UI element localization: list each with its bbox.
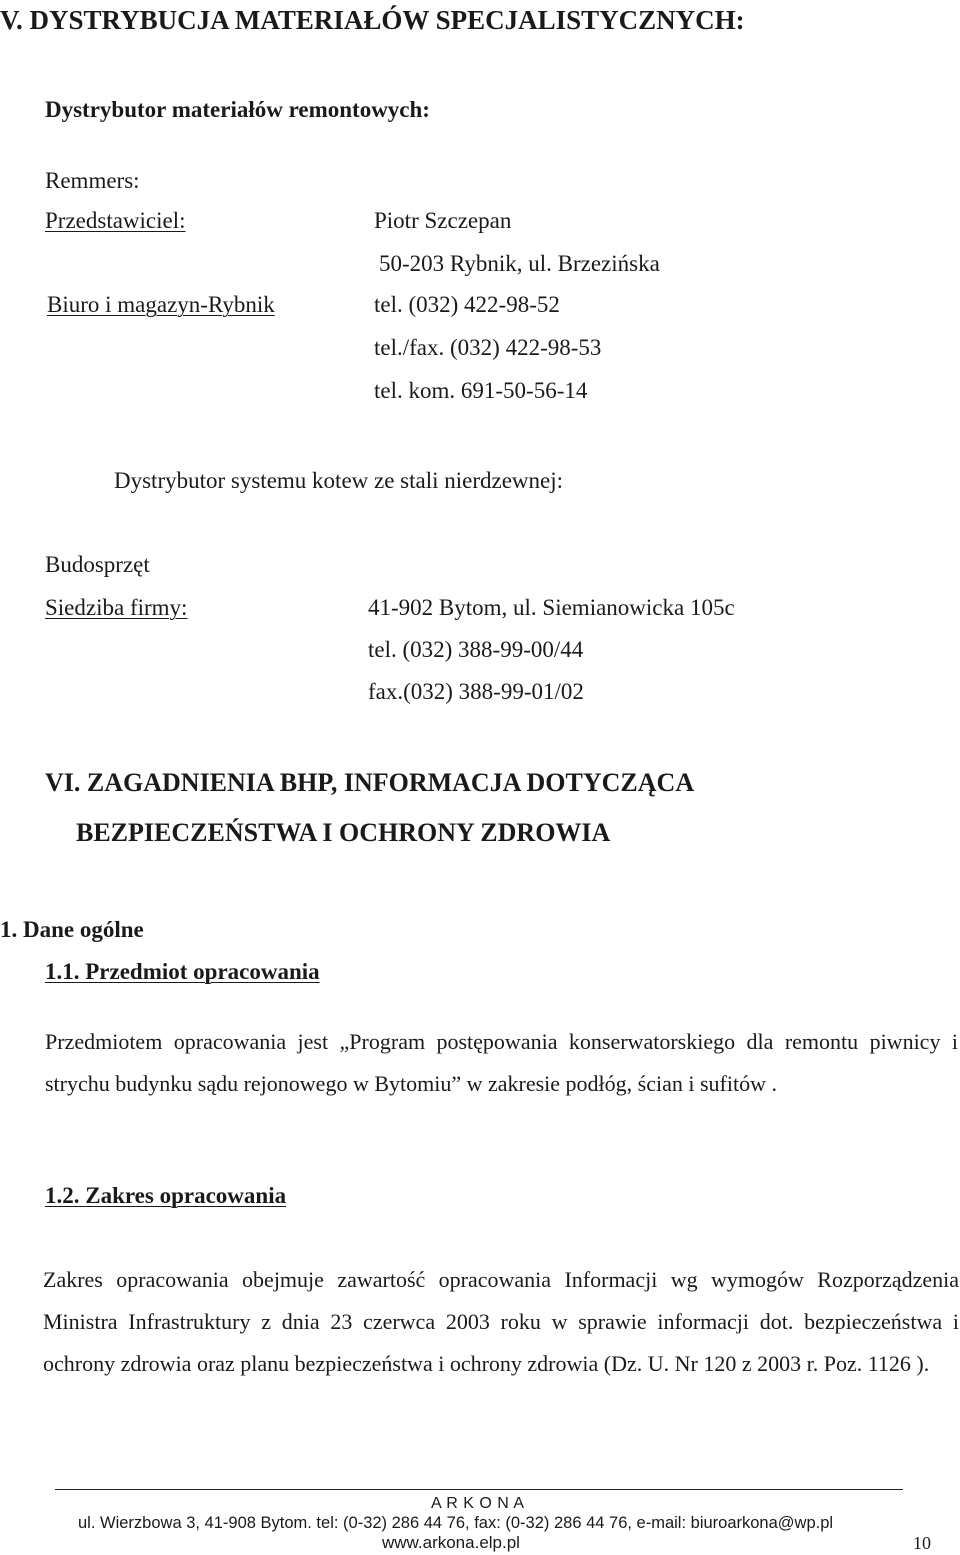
remmers-mobile: tel. kom. 691-50-56-14 [374,378,588,403]
remmers-tel: tel. (032) 422-98-52 [374,292,560,317]
subject-heading: 1.1. Przedmiot opracowania [45,959,320,984]
budosprzet-fax: fax.(032) 388-99-01/02 [368,679,584,704]
budosprzet-address: 41-902 Bytom, ul. Siemianowicka 105c [368,595,735,620]
office-label: Biuro i magazyn-Rybnik [47,292,275,317]
scope-paragraph: Zakres opracowania obejmuje zawartość opracowania Informacji wg wymogów Rozporządzenia Ministra Infrastruktury z dnia 23 czerwca 2003 roku w sprawie informacji dot. bezpieczeństwa i ochrony zdrowia oraz planu bezpieczeństwa i ochrony zdrowia (Dz. U. Nr 120 z 2003 r. Poz. 1126 ). [43,1267,959,1376]
remmers-fax: tel./fax. (032) 422-98-53 [374,335,602,360]
hq-label: Siedziba firmy: [45,595,188,620]
remmers-address: 50-203 Rybnik, ul. Brzezińska [379,251,660,276]
budosprzet-tel: tel. (032) 388-99-00/44 [368,637,584,662]
section-vi-heading-line1: VI. ZAGADNIENIA BHP, INFORMACJA DOTYCZĄCA [45,768,695,797]
footer-address: ul. Wierzbowa 3, 41-908 Bytom. tel: (0-32) 286 44 76, fax: (0-32) 286 44 76, e-mail: biuroarkona@wp.pl [78,1514,834,1532]
remmers-company: Remmers: [45,168,140,193]
anchor-distributor-heading: Dystrybutor systemu kotew ze stali nierdzewnej: [114,468,564,493]
general-data-heading: 1. Dane ogólne [0,917,144,942]
section-v-heading: V. DYSTRYBUCJA MATERIAŁÓW SPECJALISTYCZNYCH: [0,5,745,35]
subject-paragraph: Przedmiotem opracowania jest „Program postępowania konserwatorskiego dla remontu piwnicy i strychu budynku sądu rejonowego w Bytomiu” w zakresie podłóg, ścian i sufitów . [45,1029,958,1096]
section-vi-heading-line2: BEZPIECZEŃSTWA I OCHRONY ZDROWIA [76,818,611,847]
budosprzet-company: Budosprzęt [45,552,150,577]
footer-divider [55,1489,903,1490]
representative-label: Przedstawiciel: [45,208,186,233]
representative-name: Piotr Szczepan [374,208,512,233]
footer-website[interactable]: www.arkona.elp.pl [382,1533,520,1552]
footer-company: A R K O N A [431,1495,525,1512]
remont-distributor-heading: Dystrybutor materiałów remontowych: [45,97,430,122]
page-number: 10 [913,1533,931,1553]
scope-heading: 1.2. Zakres opracowania [45,1183,287,1208]
